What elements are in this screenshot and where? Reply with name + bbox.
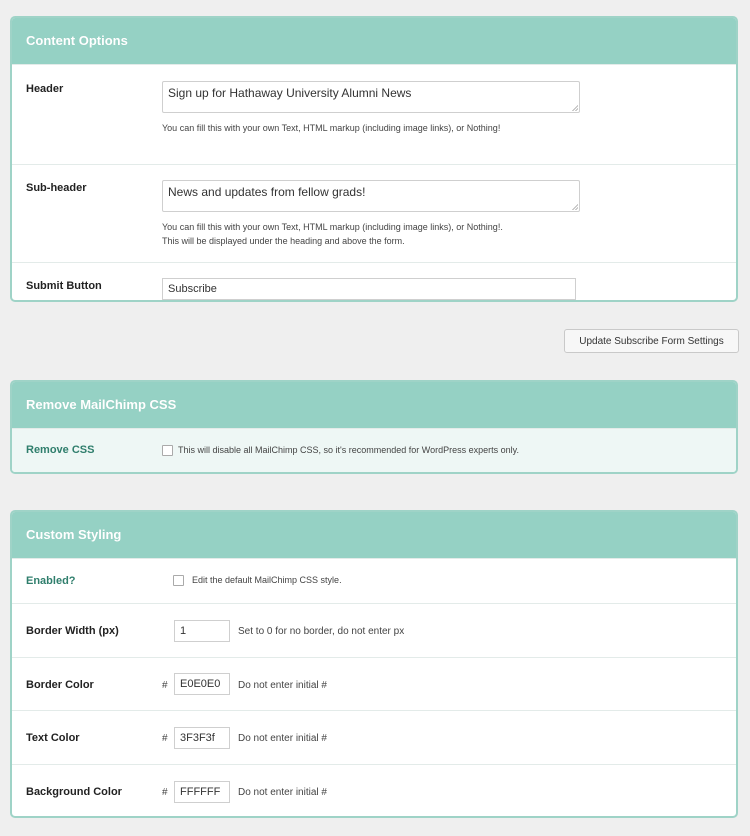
background-color-input[interactable]: FFFFFF <box>174 781 230 803</box>
subheader-row <box>12 164 736 262</box>
header-hint: You can fill this with your own Text, HTML markup (including image links), or Nothing! <box>162 123 501 133</box>
background-color-label: Background Color <box>26 786 122 798</box>
border-width-row <box>12 603 736 657</box>
border-color-hash: # <box>162 680 168 691</box>
background-color-hash: # <box>162 787 168 798</box>
enabled-description: Edit the default MailChimp CSS style. <box>192 575 342 585</box>
submit-label: Submit Button <box>26 280 102 292</box>
border-color-row <box>12 657 736 710</box>
header-textarea[interactable] <box>162 81 580 113</box>
subheader-value: News and updates from fellow grads! <box>168 185 366 199</box>
remove-css-checkbox[interactable] <box>162 445 173 456</box>
text-color-input[interactable]: 3F3F3f <box>174 727 230 749</box>
enabled-label: Enabled? <box>26 575 76 587</box>
submit-button-text-input[interactable]: Subscribe <box>162 278 576 300</box>
background-color-row <box>12 764 736 818</box>
header-row <box>12 64 736 164</box>
remove-css-row <box>12 428 736 472</box>
border-width-input[interactable]: 1 <box>174 620 230 642</box>
border-color-note: Do not enter initial # <box>238 680 327 691</box>
remove-css-description: This will disable all MailChimp CSS, so it's recommended for WordPress experts only. <box>178 445 520 455</box>
text-color-label: Text Color <box>26 732 80 744</box>
subheader-textarea[interactable] <box>162 180 580 212</box>
custom-styling-panel <box>10 510 738 818</box>
header-label: Header <box>26 83 64 95</box>
border-width-label: Border Width (px) <box>26 625 119 637</box>
background-color-note: Do not enter initial # <box>238 787 327 798</box>
border-color-label: Border Color <box>26 679 94 691</box>
subheader-hint-1: You can fill this with your own Text, HTML markup (including image links), or Nothing!. <box>162 222 503 232</box>
remove-css-label: Remove CSS <box>26 444 95 456</box>
text-color-note: Do not enter initial # <box>238 733 327 744</box>
submit-row <box>12 262 736 302</box>
subheader-hint-2: This will be displayed under the heading and above the form. <box>162 236 405 246</box>
custom-styling-title: Custom Styling <box>12 512 736 558</box>
header-value: Sign up for Hathaway University Alumni News <box>168 86 412 100</box>
text-color-row <box>12 710 736 764</box>
content-options-title: Content Options <box>12 18 736 64</box>
enabled-row <box>12 558 736 603</box>
border-color-input[interactable]: E0E0E0 <box>174 673 230 695</box>
resize-grip-icon[interactable] <box>572 204 578 210</box>
remove-css-title: Remove MailChimp CSS <box>12 382 736 428</box>
subheader-label: Sub-header <box>26 182 87 194</box>
content-options-panel <box>10 16 738 302</box>
enabled-checkbox[interactable] <box>173 575 184 586</box>
update-settings-button[interactable]: Update Subscribe Form Settings <box>564 329 739 353</box>
border-width-note: Set to 0 for no border, do not enter px <box>238 626 405 637</box>
remove-css-panel <box>10 380 738 474</box>
resize-grip-icon[interactable] <box>572 105 578 111</box>
text-color-hash: # <box>162 733 168 744</box>
